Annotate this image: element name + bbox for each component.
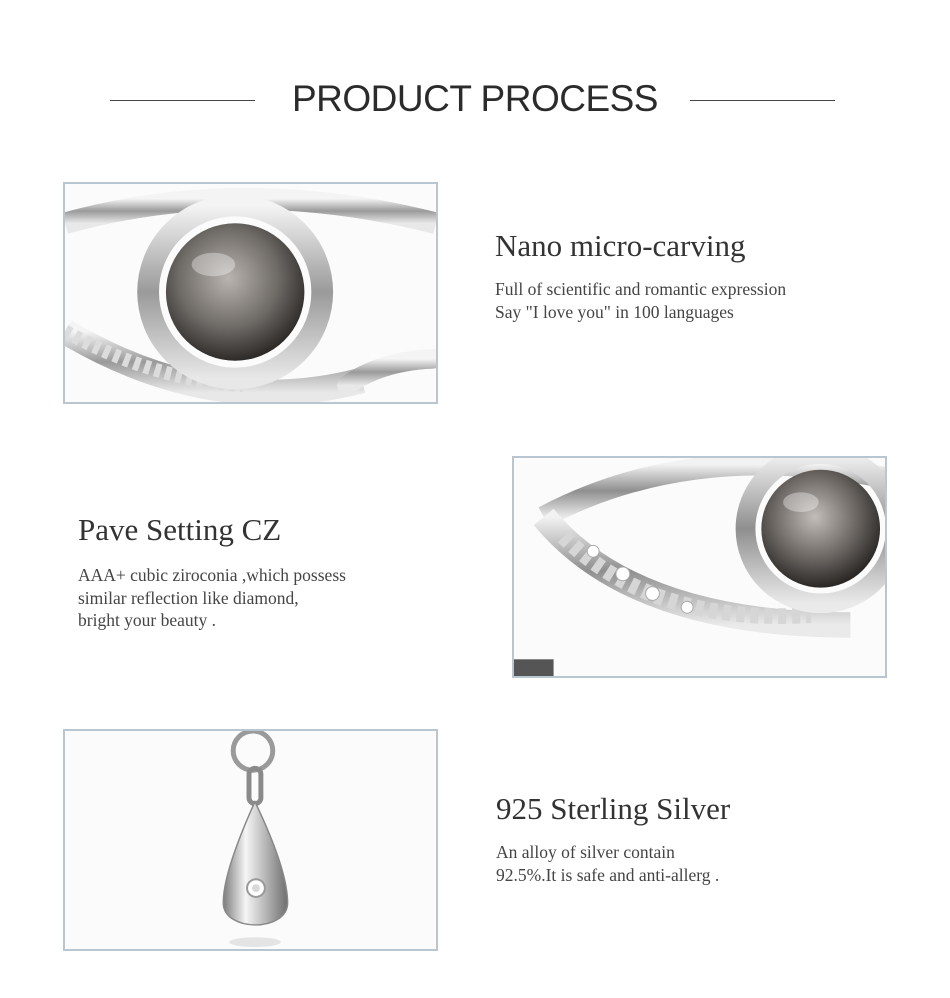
page-title: PRODUCT PROCESS <box>292 78 658 119</box>
feature-line: bright your beauty . <box>78 610 217 630</box>
product-photo-pave-cz <box>512 456 887 678</box>
feature-title: Pave Setting CZ <box>78 512 282 547</box>
title-divider-right <box>690 100 835 101</box>
feature-description <box>495 278 786 323</box>
feature-line: similar reflection like diamond, <box>78 587 299 608</box>
feature-description <box>78 564 346 632</box>
feature-line: An alloy of silver contain <box>496 842 675 862</box>
feature-nano-carving <box>495 228 786 323</box>
feature-line: Say "I love you" in 100 languages <box>495 301 734 322</box>
feature-sterling-silver <box>496 791 730 886</box>
feature-pave-setting <box>78 512 346 632</box>
product-photo-nano-carving <box>63 182 438 404</box>
feature-line: 92.5%.It is safe and anti-allerg . <box>496 864 720 885</box>
feature-title: 925 Sterling Silver <box>496 791 731 826</box>
product-photo-sterling-silver <box>63 729 438 951</box>
feature-line: Full of scientific and romantic expression <box>495 279 787 299</box>
feature-line: AAA+ cubic ziroconia ,which possess <box>78 565 346 585</box>
feature-description <box>496 841 730 886</box>
feature-title: Nano micro-carving <box>495 228 746 263</box>
